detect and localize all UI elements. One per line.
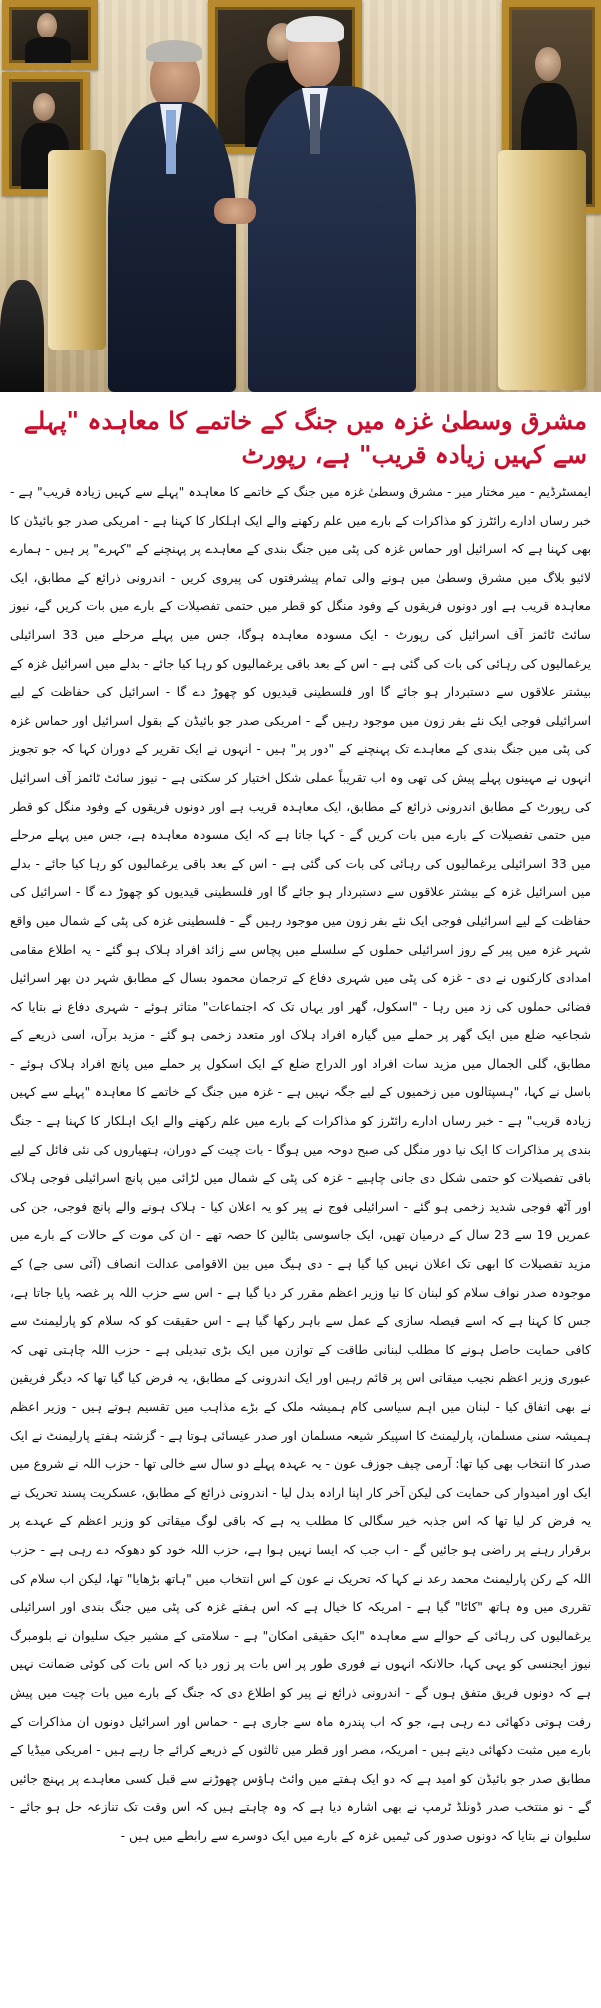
handshake	[214, 198, 256, 224]
flag-left	[48, 150, 106, 350]
article-paragraph: ایمسٹرڈیم - میر مختار میر - مشرق وسطیٰ غزہ میں جنگ کے خاتمے کا معاہدہ "پہلے سے کہیں زیادہ قریب" ہے - خبر رساں ادارے رائٹرز کو مذاکرات کے بارے میں علم رکھنے والے ایک اہلکار کا کہنا ہے - امریکی صدر جو بائیڈن کا بھی کہنا ہے کہ اسرائیل اور حماس غزہ کی پٹی میں جنگ بندی کے معاہدے پر پہنچنے کے "کہرے" پر ہیں - ہمارے لائیو بلاگ میں مشرق وسطیٰ میں ہونے والی تمام پیشرفتوں کی پیروی کریں - اندرونی ذرائع کے مطابق، ایک معاہدہ قریب ہے اور دونوں فریقوں کے وفود منگل کو قطر میں حتمی تفصیلات کے بارے میں بات کریں گے، نیوز سائٹ ٹائمز آف اسرائیل کی رپورٹ - ایک مسودہ معاہدہ ہوگا، جس میں پہلے مرحلے میں 33 اسرائیلی یرغمالیوں کی رہائی کی بات کی گئی ہے - اس کے بعد باقی یرغمالیوں کو رہا کیا جائے - بدلے میں اسرائیل غزہ کے بیشتر علاقوں سے دستبردار ہو جائے گا اور فلسطینی قیدیوں کو چھوڑ دے گا - اسرائیل کی حفاظت کے لیے اسرائیلی فوجی ایک نئے بفر زون میں موجود رہیں گے - امریکی صدر جو بائیڈن کے بقول اسرائیل اور حماس غزہ کی پٹی میں جنگ بندی کے معاہدے تک پہنچنے کے "دور پر" ہیں - انہوں نے ایک تقریر کے دوران کہا کہ جو تجویز انہوں نے مہینوں پہلے پیش کی تھی وہ اب تقریباً عملی شکل اختیار کر سکتی ہے - نیوز سائٹ ٹائمز آف اسرائیل کی رپورٹ کے مطابق اندرونی ذرائع کے مطابق، ایک معاہدہ قریب ہے اور دونوں فریقوں کے وفود منگل کو قطر میں حتمی تفصیلات کے بارے میں بات کریں گے - کہا جاتا ہے کہ ایک مسودہ معاہدہ ہے، جس میں پہلے مرحلے میں 33 اسرائیلی یرغمالیوں کی رہائی کی بات کی گئی ہے - اس کے بعد باقی یرغمالیوں کو رہا کیا جائے - بدلے میں اسرائیل غزہ کے بیشتر علاقوں سے دستبردار ہو جائے گا اور فلسطینی قیدیوں کو چھوڑ دے گا - اسرائیل کی حفاظت کے لیے اسرائیلی فوجی ایک نئے بفر زون میں موجود رہیں گے - فلسطینی غزہ کی پٹی کے شمال میں واقع شہر غزہ میں پیر کے روز اسرائیلی حملوں کے سلسلے میں پچاس سے زائد افراد ہلاک ہو گئے - یہ اطلاع مقامی امدادی کارکنوں نے دی - غزہ کی پٹی میں شہری دفاع کے ترجمان محمود بسال کے مطابق شہر دن بھر اسرائیل فضائی حملوں کی زد میں رہا - "اسکول، گھر اور یہاں تک کہ اجتماعات" متاثر ہوئے - شہری دفاع نے بتایا کہ شجاعیہ ضلع میں ایک گھر پر حملے میں گیارہ افراد ہلاک اور متعدد زخمی ہو گئے - مزید برآں، اسی ذریعے کے مطابق، گلی الجمال میں مزید سات افراد اور الدراج ضلع کے ایک اسکول پر حملے میں پانچ افراد ہلاک ہوئے - باسل نے کہا، "ہسپتالوں میں زخمیوں کے لیے جگہ نہیں ہے - غزہ میں جنگ کے خاتمے کا معاہدہ "پہلے سے کہیں زیادہ قریب" ہے - خبر رساں ادارے رائٹرز کو مذاکرات کے بارے میں علم رکھنے والے ایک اہلکار کا کہنا ہے - جنگ بندی پر مذاکرات کا ایک نیا دور منگل کی صبح دوحہ میں ہوگا - بات چیت کے دوران، ہتھیاروں کی نئی فائل کے لیے باقی تفصیلات کو حتمی شکل دی جانی چاہیے - غزہ کی پٹی کے شمال میں لڑائی میں پانچ اسرائیلی فوجی ہلاک اور آٹھ فوجی شدید زخمی ہو گئے - اسرائیلی فوج نے پیر کو یہ اعلان کیا - ہلاک ہونے والے پانچ فوجی، جن کی عمریں 19 سے 23 سال کے درمیان تھیں، ایک جاسوسی بٹالین کا حصہ تھے - ان کی موت کے حالات کے بارے میں مزید تفصیلات کا ابھی تک اعلان نہیں کیا گیا ہے - دی ہیگ میں بین الاقوامی عدالت انصاف (آئی سی جے) کے موجودہ صدر نواف سلام کو لبنان کا نیا وزیر اعظم مقرر کر دیا گیا ہے - اس سے حزب اللہ پر غصہ پایا جاتا ہے، جس کا کہنا ہے کہ اسے فیصلہ سازی کے عمل سے باہر رکھا گیا ہے - اس حقیقت کو کہ سلام کو پارلیمنٹ سے کافی حمایت حاصل ہونے کا مطلب لبنانی طاقت کے توازن میں ایک بڑی تبدیلی ہے - حزب اللہ چاہتی تھی کہ عبوری وزیر اعظم نجیب میقاتی اس پر قائم رہیں اور ایک اندرونی کے مطابق، یہ فرض کیا گیا تھا کہ دیگر فریقین نے بھی اتفاق کیا - لبنان میں اہم سیاسی کام ہمیشہ ملک کے بڑے مذاہب میں تقسیم ہوتے ہیں - وزیر اعظم ہمیشہ سنی مسلمان، پارلیمنٹ کا اسپیکر شیعہ مسلمان اور صدر عیسائی ہوتا ہے - گزشتہ ہفتے پارلیمنٹ نے ایک صدر کا انتخاب بھی کیا تھا: آرمی چیف جوزف عون - یہ عہدہ پہلے دو سال سے خالی تھا - حزب اللہ نے شروع میں ایک اور امیدوار کی حمایت کی لیکن آخر کار اپنا ارادہ بدل لیا - اندرونی ذرائع کے مطابق، عسکریت پسند تحریک نے یہ فرض کر لیا تھا کہ اس جذبہ خیر سگالی کا مطلب یہ ہے کہ باقی لوگ میقاتی کو وزیر اعظم کے عہدے پر برقرار رہنے پر راضی ہو جائیں گے - اب جب کہ ایسا نہیں ہوا ہے، حزب اللہ خود کو دھوکہ دے رہی ہے - حزب اللہ کے رکن پارلیمنٹ محمد رعد نے کہا کہ تحریک نے عون کے اس انتخاب میں "ہاتھ بڑھایا" تھا، لیکن اب سلام کی تقرری میں وہ ہاتھ "کاٹا" گیا ہے - امریکہ کا خیال ہے کہ اس ہفتے غزہ کی پٹی میں جنگ بندی اور اسرائیلی یرغمالیوں کی رہائی کے حوالے سے معاہدہ "ایک حقیقی امکان" ہے - سلامتی کے مشیر جیک سلیوان نے بلومبرگ نیوز ایجنسی کو یہی کہا، حالانکہ انہوں نے فوری طور پر اس بات پر زور دیا کہ اس بات کی کوئی ضمانت نہیں ہے کہ دونوں فریق متفق ہوں گے - اندرونی ذرائع نے پیر کو اطلاع دی کہ جنگ کے بارے میں بات چیت میں پیش رفت ہوتی دکھائی دے رہی ہے، جو کہ اب پندرہ ماہ سے جاری ہے - حماس اور اسرائیل دونوں ان مذاکرات کے بارے میں مثبت دکھائی دیتے ہیں - امریکہ، مصر اور قطر میں ثالثوں کے ذریعے کرائے جا رہے ہیں - امریکی میڈیا کے مطابق صدر جو بائیڈن کو امید ہے کہ دو ایک ہفتے میں وائٹ ہاؤس چھوڑنے سے قبل کسی معاہدے پر پہنچ جائیں گے - نو منتخب صدر ڈونلڈ ٹرمپ نے بھی اشارہ دیا ہے کہ وہ چاہتے ہیں کہ اس وقت تک تنازعہ حل ہو جائے - سلیوان نے بتایا کہ دونوں صدور کی ٹیمیں غزہ کے بارے میں ایک دوسرے سے رابطے میں ہیں -	[10, 485, 592, 1843]
article-body	[10, 478, 591, 1851]
bust-statue	[0, 280, 44, 392]
headline: مشرق وسطیٰ غزہ میں جنگ کے خاتمے کا معاہدہ "پہلے سے کہیں زیادہ قریب" ہے، رپورٹ	[23, 406, 587, 469]
portrait-frame-top-left	[2, 0, 98, 70]
flag-right	[498, 150, 586, 390]
news-photo	[0, 0, 601, 392]
